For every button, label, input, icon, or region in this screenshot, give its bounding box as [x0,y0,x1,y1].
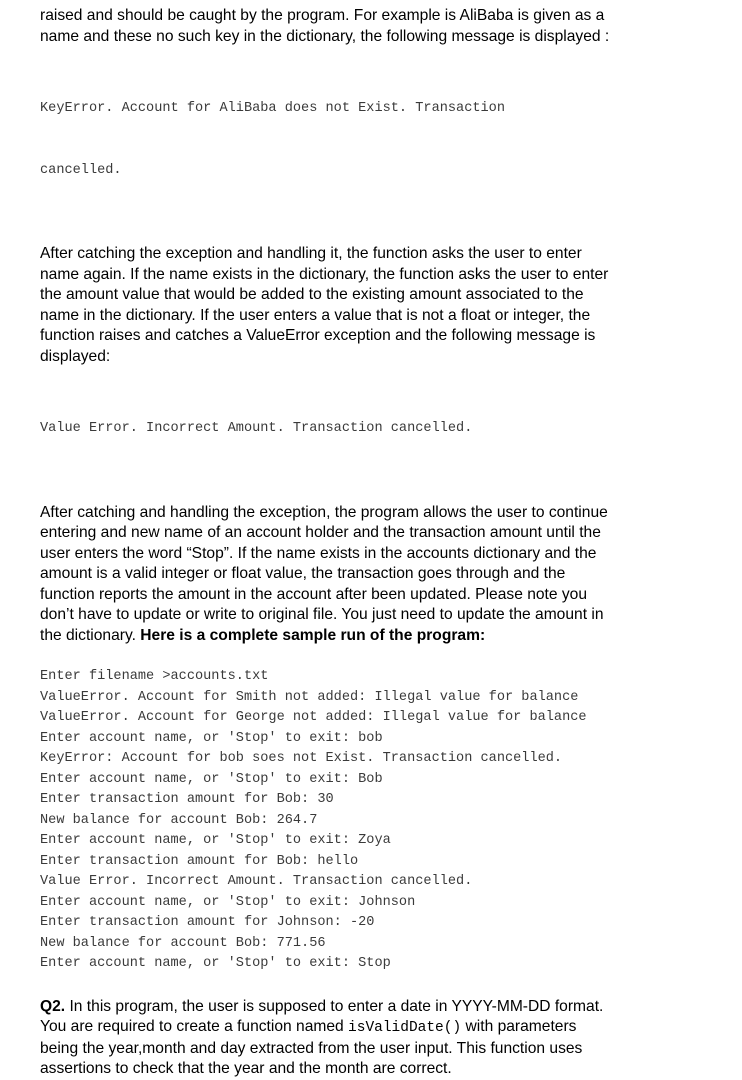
function-name-code: isValidDate() [348,1020,462,1036]
code-line: cancelled. [40,162,122,178]
code-line: Enter account name, or 'Stop' to exit: bob [40,730,383,746]
code-line: Enter account name, or 'Stop' to exit: Stop [40,956,391,971]
description-paragraph-2 [40,244,730,367]
code-line: Enter account name, or 'Stop' to exit: Johnson [40,894,416,910]
text-line [40,626,730,647]
text-line: After catching and handling the exception, the program allows the user to continue [40,503,608,521]
value-error-message [40,378,730,481]
code-line: Enter transaction amount for Bob: 30 [40,792,334,807]
code-line: Enter transaction amount for Johnson: -20 [40,915,375,930]
code-line: Enter filename >accounts.txt [40,669,269,684]
code-line: Value Error. Incorrect Amount. Transaction cancelled. [40,874,473,889]
question-label: Q2. [40,997,66,1015]
code-line: New balance for account Bob: 264.7 [40,812,318,828]
code-line: Value Error. Incorrect Amount. Transaction cancelled. [40,421,473,436]
text-line: don’t have to update or write to original file. You just need to update the amount in [40,606,604,623]
text-line: being the year,month and day extracted from the user input. This function uses [40,1039,583,1057]
description-paragraph-3 [40,503,730,647]
sample-run-output [40,667,730,975]
text-line: amount is a valid integer or float value, the transaction goes through and the [40,565,566,582]
text-line: name again. If the name exists in the dictionary, the function asks the user to enter [40,265,609,283]
text-line: function reports the amount in the account after been updated. Please note you [40,585,588,603]
code-line: Enter transaction amount for Bob: hello [40,853,359,869]
code-line: ValueError. Account for George not added: Illegal value for balance [40,710,587,725]
text-line [40,1017,730,1039]
text-fragment: In this program, the user is supposed to enter a date in YYYY-MM-DD format. [65,997,604,1015]
intro-paragraph [40,6,730,47]
code-line: ValueError. Account for Smith not added: Illegal value for balance [40,689,579,705]
code-line: Enter account name, or 'Stop' to exit: Zoya [40,833,391,848]
text-line: user enters the word “Stop”. If the name exists in the accounts dictionary and the [40,544,597,562]
text-line: displayed: [40,347,111,365]
text-line: name and these no such key in the dictionary, the following message is displayed : [40,27,610,45]
code-line: KeyError: Account for bob soes not Exist. Transaction cancelled. [40,751,563,766]
text-line: After catching the exception and handling it, the function asks the user to enter [40,245,582,262]
key-error-message [40,58,730,222]
text-line [40,997,730,1018]
document-page [40,6,730,1080]
text-line: name in the dictionary. If the user enters a value that is not a float or integer, the [40,306,591,324]
code-line: KeyError. Account for AliBaba does not Exist. Transaction [40,101,505,116]
text-line: entering and new name of an account holder and the transaction amount until the [40,524,601,541]
text-line: function raises and catches a ValueError exception and the following message is [40,327,596,344]
text-line: assertions to check that the year and the month are correct. [40,1060,452,1077]
question-2-paragraph [40,997,730,1080]
code-line: New balance for account Bob: 771.56 [40,935,326,951]
sample-run-heading: Here is a complete sample run of the program: [140,626,486,644]
text-fragment: with parameters [461,1018,577,1035]
text-fragment: the dictionary. [40,626,141,644]
text-line: the amount value that would be added to the existing amount associated to the [40,286,584,303]
code-line: Enter account name, or 'Stop' to exit: Bob [40,771,383,787]
text-fragment: You are required to create a function named [40,1018,349,1035]
text-line: raised and should be caught by the program. For example is AliBaba is given as a [40,7,605,24]
